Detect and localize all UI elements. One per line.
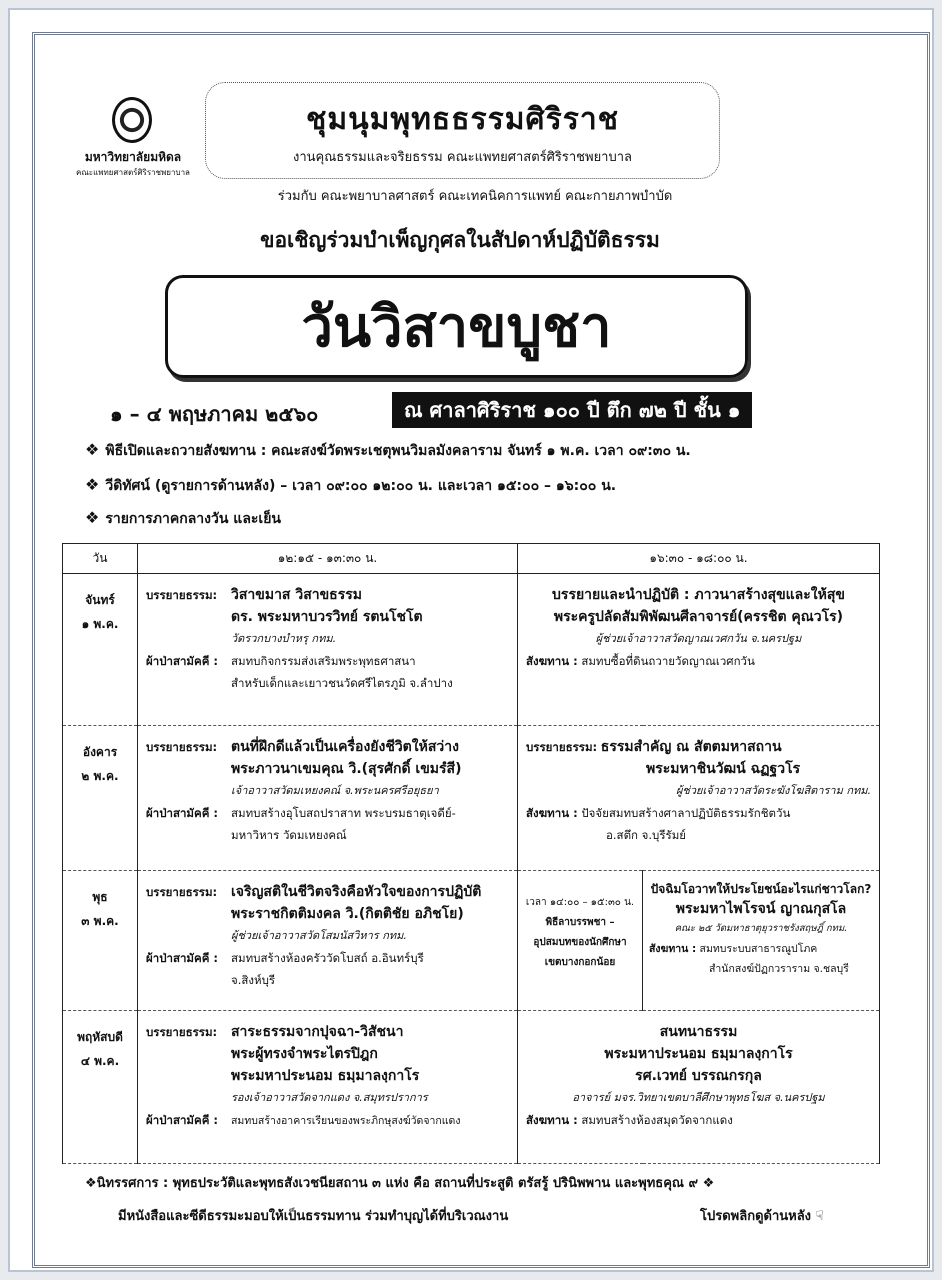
diamond-cluster-icon: ❖: [85, 440, 100, 459]
bullet-opening: ❖ พิธีเปิดและถวายสังฆทาน : คณะสงฆ์วัดพระเชตุพนวิมลมังคลาราม จันทร์ ๑ พ.ค. เวลา ๐๙:๓๐ น.: [85, 440, 691, 459]
table-row: [63, 726, 880, 871]
schedule-table: [62, 543, 880, 1164]
evening-cell: บรรยายและนำปฏิบัติ : ภาวนาสร้างสุขและให้สุข พระครูปลัดสัมพิพัฒนศีลาจารย์(ครรชิต คุณวโร) ผู้ช่วยเจ้าอาวาสวัดญาณเวศกวัน จ.นครปฐม สังฆทาน : สมทบซื้อที่ดินถวายวัดญาณเวศกวัน: [518, 574, 880, 726]
day-cell: อังคาร ๒ พ.ค.: [63, 726, 138, 871]
club-subtitle: งานคุณธรรมและจริยธรรม คณะแพทยศาสตร์ศิริราชพยาบาล: [292, 150, 633, 165]
diamond-cluster-icon: ❖: [85, 475, 100, 494]
noon-cell: บรรยายธรรม: วิสาขมาส วิสาขธรรม ดร. พระมหาบวรวิทย์ รตนโชโต วัดรวกบางบำหรุ กทม. ผ้าป่าสามัคคี : สมทบกิจกรรมส่งเสริมพระพุทธศาสนา สำหรับเด็กและเยาวชนวัดศรีไตรภูมิ จ.ลำปาง: [138, 574, 518, 726]
bullet-program: ❖ รายการภาคกลางวัน และเย็น: [85, 508, 281, 527]
hand-pointing-icon: ☟: [815, 1209, 824, 1224]
diamond-cluster-icon: ❖: [702, 1176, 715, 1191]
header-day: วัน: [63, 544, 138, 574]
mahidol-logo: [112, 97, 152, 143]
books-note: มีหนังสือและซีดีธรรมะมอบให้เป็นธรรมทาน ร่วมทำบุญได้ที่บริเวณงาน: [118, 1209, 509, 1224]
day-cell: พุธ ๓ พ.ค.: [63, 871, 138, 1011]
university-name: มหาวิทยาลัยมหิดล: [84, 150, 182, 164]
table-row: [63, 574, 880, 726]
page-title: วันวิสาขบูชา: [165, 275, 748, 378]
noon-cell: บรรยายธรรม: สาระธรรมจากปุจฉา-วิสัชนา พระผู้ทรงจำพระไตรปิฎก พระมหาประนอม ธมฺมาลงฺกาโร รองเจ้าอาวาสวัดจากแดง จ.สมุทรปราการ ผ้าป่าสามัคคี : สมทบสร้างอาคารเรียนของพระภิกษุสงฆ์วัดจากแดง: [138, 1011, 518, 1164]
turn-over-note: โปรดพลิกดูด้านหลัง ☟: [700, 1209, 824, 1224]
club-name: ชุมนุมพุทธธรรมศิริราช: [305, 102, 620, 137]
diamond-cluster-icon: ❖: [85, 1176, 97, 1191]
event-date: ๑ – ๔ พฤษภาคม ๒๕๖๐: [110, 402, 319, 426]
table-row: [63, 871, 880, 1011]
diamond-cluster-icon: ❖: [85, 508, 100, 527]
faculty-name: คณะแพทยศาสตร์ศิริราชพยาบาล: [76, 168, 190, 177]
evening-cell: บรรยายธรรม: ธรรมสำคัญ ณ สัตตมหาสถาน พระมหาชินวัฒน์ ฉฏฐวโร ผู้ช่วยเจ้าอาวาสวัดระฆังโฆสิตาราม กทม. สังฆทาน : ปัจจัยสมทบสร้างศาลาปฏิบัติธรรมรักชิตวัน อ.สตึก จ.บุรีรัมย์: [518, 726, 880, 871]
noon-cell: บรรยายธรรม: เจริญสติในชีวิตจริงคือหัวใจของการปฏิบัติ พระราชกิตติมงคล วิ.(กิตติชัย อภิชโย) ผู้ช่วยเจ้าอาวาสวัดโสมนัสวิหาร กทม. ผ้าป่าสามัคคี : สมทบสร้างห้องครัววัดโบสถ์ อ.อินทร์บุรี จ.สิงห์บุรี: [138, 871, 518, 1011]
evening-cell: ปัจฉิมโอวาทให้ประโยชน์อะไรแก่ชาวโลก? พระมหาไพโรจน์ ญาณกุสโล คณะ ๒๕ วัดมหาธาตุยุวราชรังสฤษฎิ์ กทม. สังฆทาน : สมทบระบบสาธารณูปโภค สำนักสงฆ์ปัฏกวราราม จ.ชลบุรี: [643, 871, 880, 1011]
day-cell: จันทร์ ๑ พ.ค.: [63, 574, 138, 726]
invitation: ขอเชิญร่วมบำเพ็ญกุศลในสัปดาห์ปฏิบัติธรรม: [260, 228, 660, 252]
table-row: [63, 1011, 880, 1164]
event-venue: ณ ศาลาศิริราช ๑๐๐ ปี ตึก ๗๒ ปี ชั้น ๑: [392, 392, 752, 428]
noon-cell: บรรยายธรรม: ตนที่ฝึกดีแล้วเป็นเครื่องยังชีวิตให้สว่าง พระภาวนาเขมคุณ วิ.(สุรศักดิ์ เขมรํสี) เจ้าอาวาสวัดมเหยงคณ์ จ.พระนครศรีอยุธยา ผ้าป่าสามัคคี : สมทบสร้างอุโบสถปราสาท พระบรมธาตุเจดีย์- มหาวิหาร วัดมเหยงคณ์: [138, 726, 518, 871]
day-cell: พฤหัสบดี ๔ พ.ค.: [63, 1011, 138, 1164]
ordination-cell: เวลา ๑๔:๐๐ – ๑๕:๓๐ น. พิธีลาบรรพชา – อุปสมบทของนักศึกษา เขตบางกอกน้อย: [518, 871, 643, 1011]
header-evening: ๑๖:๓๐ - ๑๘:๐๐ น.: [518, 544, 880, 574]
partners: ร่วมกับ คณะพยาบาลศาสตร์ คณะเทคนิคการแพทย์ คณะกายภาพบำบัด: [277, 189, 673, 204]
header-noon: ๑๒:๑๕ - ๑๓:๓๐ น.: [138, 544, 518, 574]
bullet-video: ❖ วีดิทัศน์ (ดูรายการด้านหลัง) – เวลา ๐๙:๐๐ ๑๒:๐๐ น. และเวลา ๑๕:๐๐ – ๑๖:๐๐ น.: [85, 475, 617, 494]
table-header: [63, 544, 880, 574]
exhibition-note: ❖นิทรรศการ : พุทธประวัติและพุทธสังเวชนียสถาน ๓ แห่ง คือ สถานที่ประสูติ ตรัสรู้ ปรินิพพาน และพุทธคุณ ๙ ❖: [85, 1176, 715, 1191]
evening-cell: สนทนาธรรม พระมหาประนอม ธมฺมาลงฺกาโร รศ.เวทย์ บรรณกรกุล อาจารย์ มจร.วิทยาเขตบาลีศึกษาพุทธโฆส จ.นครปฐม สังฆทาน : สมทบสร้างห้องสมุดวัดจากแดง: [518, 1011, 880, 1164]
